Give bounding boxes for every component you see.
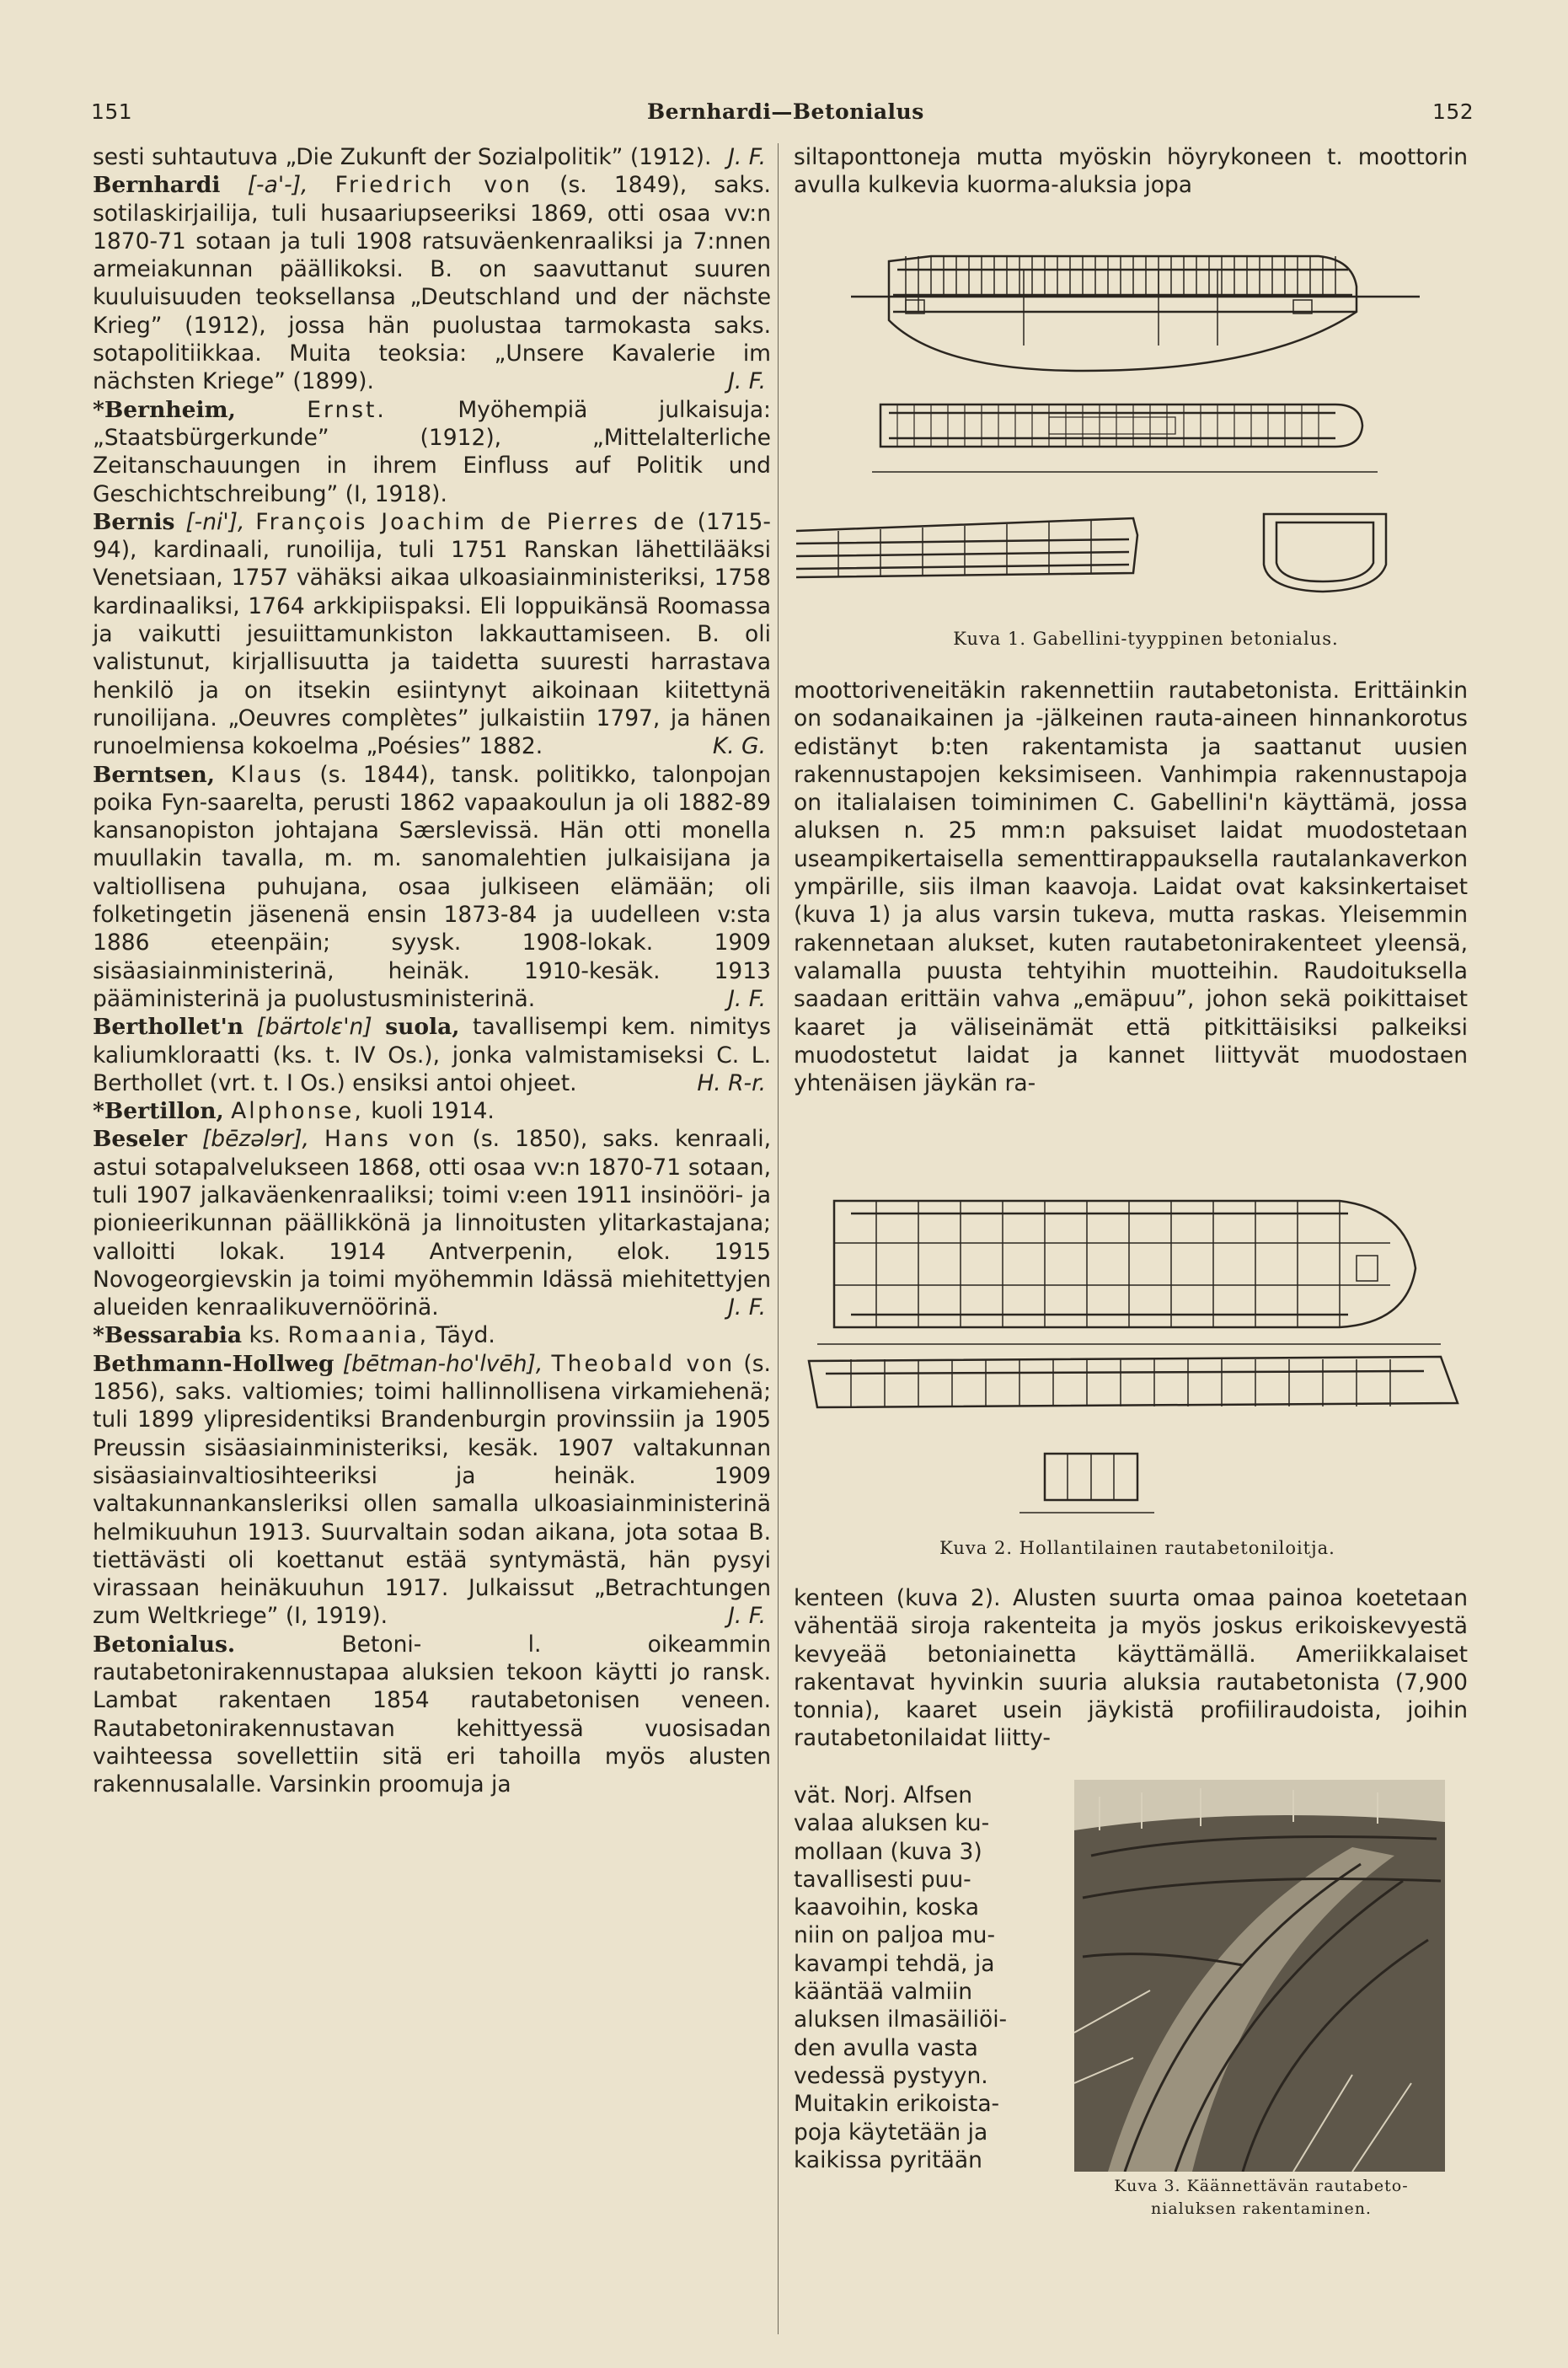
figure-1-caption: Kuva 1. Gabellini-tyyppinen betonialus. [953,629,1339,649]
entry-bessarabia: *Bessarabia ks. Romaania, Täyd. [93,1322,495,1349]
entry-bertillon: *Bertillon, Alphonse, kuoli 1914. [93,1098,495,1125]
entry-bernis: Bernis [-ni'], François Joachim de Pierres de (1715-94), kardinaali, runoilija, tuli 1751 Ranskan lähettilääksi Venetsiaan, 1757 vähäksi aikaa ulkoasiainministeriksi, 1758 kardinaaliksi, 1764 arkkipiispaksi. Eli loppuikänsä Roomassa ja vaikutti jesuiittamunkiston lakkauttamiseen. B. oli valistunut, kirjallisuutta ja taidetta suuresti harrastava henkilö ja on itsekin esiintynyt aikoinaan kiitettynä runoilijana. „Oeuvres complètes” julkaistiin 1797, ja hänen runoelmiensa kokoelma „Poésies” 1882. K. G. [93,508,771,760]
narrow-line: aluksen ilmasäiliöi- [794,2006,1008,2033]
narrow-line: valaa aluksen ku- [794,1810,990,1837]
entry-bernheim: *Bernheim, Ernst. Myöhempiä julkaisuja: „Staatsbürgerkunde” (1912), „Mittelalterliche Zeitanschauungen in ihrem Einfluss auf Politik und Geschichtschreibung” (I, 1918). [93,396,771,507]
entry-continuation: sesti suhtautuva „Die Zukunft der Sozialpolitik” (1912). J. F. [93,144,766,170]
narrow-line: kääntää valmiin [794,1979,973,2006]
narrow-line: vät. Norj. Alfsen [794,1782,973,1808]
betonialus-text-2: moottoriveneitäkin rakennettiin rautabetonista. Erittäinkin on sodanaikainen ja -jälkeinen rauta-aineen hinnankorotus edistänyt b:ten rakentamista ja saattanut uusien rakennustapojen keksimiseen. Vanhimpia rakennustapoja on italialaisen toiminimen C. Gabellini'n käyttämä, jossa aluksen n. 25 mm:n paksuiset laidat muodostetaan useampikertaisella sementtirappauksella rautalankaverkon ympärille, siis ilman kaavoja. Laidat ovat kaksinkertaiset (kuva 1) ja alus varsin tukeva, mutta raskas. Yleisemmin rakennetaan alukset, kuten rautabetonirakenteet yleensä, valamalla puusta tehtyihin muotteihin. Raudoituksella saadaan erittäin vahva „emäpuu”, johon sekä poikittaiset kaaret ja väliseinämät että pitkittäisiksi palkeiksi muodostetut laidat ja kannet liittyvät muodostaen yhtenäisen jäykän ra- [794,678,1468,1097]
entry-beseler: Beseler [bēzəlɘr], Hans von (s. 1850), saks. kenraali, astui sotapalvelukseen 1868, otti osaa vv:n 1870-71 sotaan, tuli 1907 jalkaväenkenraaliksi; toimi v:een 1911 insinööri- ja pionieerikunnan päällikkönä ja linnoitusten ylitarkastajana; valloitti lokak. 1914 Antverpenin, elok. 1915 Novogeorgievskin ja toimi myöhemmin Idässä miehitettyjen alueiden kenraalikuvernöörinä. J. F. [93,1126,771,1321]
figure-2-dutch-lighter-drawing [800,1176,1474,1546]
narrow-line: kaikissa pyritään [794,2146,982,2173]
narrow-line: Muitakin erikoista- [794,2091,1000,2118]
narrow-line: tavallisesti puu- [794,1866,971,1893]
entry-bethmann: Bethmann-Hollweg [bētman-ho'lvēh], Theobald von (s. 1856), saks. valtiomies; toimi hallinnollisena virkamiehenä; tuli 1899 ylipresidentiksi Brandenburgin provinssiin ja 1905 Preussin sisäasiainministeriksi, kesäk. 1907 valtakunnan sisäasiainvaltiosihteeriksi ja heinäk. 1909 valtakunnankansleriksi ollen samalla ulkoasiainministerinä helmikuuhun 1913. Suurvaltain sodan aikana, jota sotaa B. tiettävästi oli koettanut estää syntymästä, hän pysyi virassaan heinäkuuhun 1917. Julkaissut „Betrachtungen zum Weltkriege” (I, 1919). J. F. [93,1350,771,1630]
figure-3-photo [1074,1780,1445,2172]
right-column-middle [794,677,1468,1097]
running-title: Bernhardi—Betonialus [647,99,924,124]
narrow-line: mollaan (kuva 3) [794,1838,982,1865]
right-column-narrow [794,1781,1072,2174]
figure-3-caption-line-1: Kuva 3. Käännettävän rautabeto- [1114,2177,1409,2195]
right-column-lower [794,1584,1468,1753]
betonialus-text-3: kenteen (kuva 2). Alusten suurta omaa painoa koetetaan vähentää siroja rakenteita ja myös joskus erikoiskevyestä kevyeää betoniainetta käyttämällä. Ameriikkalaiset rakentavat hyvinkin suuria aluksia rautabetonista (7,900 tonnia), kaaret usein jäykistä profiiliraudoista, joihin rautabetonilaidat liitty- [794,1585,1468,1752]
narrow-line: vedessä pystyyn. [794,2062,988,2089]
figure-1-gabellini-drawing [796,244,1462,598]
column-rule [778,143,779,2334]
figure-3-caption-line-2: nialuksen rakentaminen. [1151,2199,1372,2218]
figure-2-caption: Kuva 2. Hollantilainen rautabetoniloitja. [939,1538,1335,1558]
left-column [93,143,771,1799]
entry-bernhardi: Bernhardi [-a'-], Friedrich von (s. 1849), saks. sotilaskirjailija, tuli husaariupseeriksi 1869, otti osaa vv:n 1870-71 sotaan ja tuli 1908 ratsuväenkenraaliksi ja 7:nnen armeiakunnan päällikoksi. B. on saavuttanut suuren kuuluisuuden teoksellansa „Deutschland und der nächste Krieg” (1912), jossa hän puolustaa tarmokasta saks. sotapolitiikkaa. Muita teoksia: „Unsere Kavalerie im nächsten Kriege” (1899). J. F. [93,172,771,395]
narrow-line: kavampi tehdä, ja [794,1950,995,1977]
narrow-line: den avulla vasta [794,2034,978,2061]
entry-berntsen: Berntsen, Klaus (s. 1844), tansk. politikko, talonpojan poika Fyn-saarelta, perusti 1862 vapaakoulun ja oli 1882-89 kansanopiston johtajana Særslevissä. Hän otti monella muullakin tavalla, m. m. sanomalehtien julkaisijana ja valtiollisena puhujana, osaa julkiseen elämään; oli folketingetin jäsenenä ensin 1873-84 ja uudelleen v:sta 1886 eteenpäin; syysk. 1908-lokak. 1909 sisäasiainministerinä, heinäk. 1910-kesäk. 1913 pääministerinä ja puolustusministerinä. J. F. [93,761,771,1012]
left-page-number: 151 [91,99,133,124]
entry-betonialus: Betonialus. Betoni- l. oikeammin rautabetonirakennustapaa aluksien tekoon käytti jo ransk. Lambat rakentaen 1854 rautabetonisen veneen. Rautabetonirakennustavan kehittyessä vuosisadan vaihteessa sovellettiin sitä eri tahoilla myös alusten rakennusalalle. Varsinkin proomuja ja [93,1631,771,1798]
right-page-number: 152 [1432,99,1474,124]
betonialus-text-1: siltaponttoneja mutta myöskin höyrykoneen t. moottorin avulla kulkevia kuorma-aluksia jopa [794,144,1468,199]
narrow-line: niin on paljoa mu- [794,1922,996,1949]
right-column-top [794,143,1468,200]
narrow-line: poja käytetään ja [794,2119,988,2146]
narrow-line: kaavoihin, koska [794,1894,979,1921]
entry-berthollet: Berthollet'n [bärtolɛ'n] suola, tavallisempi kem. nimitys kaliumkloraatti (ks. t. IV Os.), jonka valmistamiseksi C. L. Berthollet (vrt. t. I Os.) ensiksi antoi ohjeet. H. R-r. [93,1014,771,1096]
